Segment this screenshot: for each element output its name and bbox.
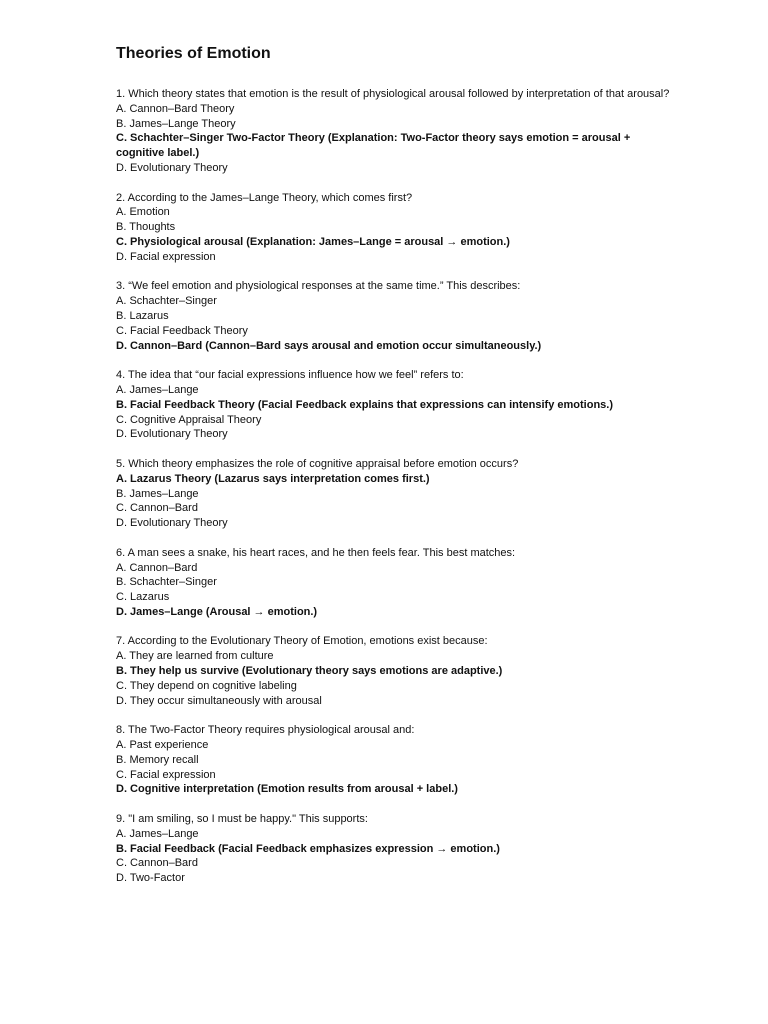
question-3 xyxy=(116,279,676,353)
question-text: 2. According to the James–Lange Theory, which comes first? xyxy=(116,191,413,204)
answer-option-correct: D. James–Lange (Arousal → emotion.) xyxy=(116,605,318,618)
answer-option: C. Cognitive Appraisal Theory xyxy=(116,413,262,426)
answer-option: D. Evolutionary Theory xyxy=(116,161,228,174)
answer-option: A. They are learned from culture xyxy=(116,650,274,663)
answer-option: B. Schachter–Singer xyxy=(116,576,217,589)
question-2 xyxy=(116,191,676,265)
answer-option: C. Cannon–Bard xyxy=(116,502,198,515)
answer-option: A. James–Lange xyxy=(116,383,199,396)
answer-option: A. Cannon–Bard xyxy=(116,561,198,574)
question-4 xyxy=(116,368,676,442)
question-1 xyxy=(116,87,676,176)
answer-option: B. James–Lange xyxy=(116,487,199,500)
document-title: Theories of Emotion xyxy=(116,45,271,62)
answer-option: A. Schachter–Singer xyxy=(116,295,217,308)
answer-option: C. Facial Feedback Theory xyxy=(116,324,248,337)
question-8 xyxy=(116,723,676,797)
answer-option-correct: D. Cannon–Bard (Cannon–Bard says arousal and emotion occur simultaneously.) xyxy=(116,339,542,352)
answer-option: A. Emotion xyxy=(116,206,170,219)
answer-option: B. Memory recall xyxy=(116,753,199,766)
question-text: 3. “We feel emotion and physiological responses at the same time.” This describes: xyxy=(116,280,521,293)
answer-option: C. Facial expression xyxy=(116,768,216,781)
answer-option: B. James–Lange Theory xyxy=(116,117,236,130)
answer-option: C. Lazarus xyxy=(116,591,170,604)
answer-option: A. Cannon–Bard Theory xyxy=(116,102,235,115)
question-text: 4. The idea that “our facial expressions influence how we feel” refers to: xyxy=(116,369,464,382)
answer-option-correct: A. Lazarus Theory (Lazarus says interpretation comes first.) xyxy=(116,472,430,485)
answer-option-correct: C. Physiological arousal (Explanation: James–Lange = arousal → emotion.) xyxy=(116,235,510,248)
answer-option-correct: B. Facial Feedback Theory (Facial Feedback explains that expressions can intensify emotions.) xyxy=(116,398,613,411)
question-text: 8. The Two-Factor Theory requires physiological arousal and: xyxy=(116,724,415,737)
question-text: 7. According to the Evolutionary Theory of Emotion, emotions exist because: xyxy=(116,635,488,648)
answer-option: B. Thoughts xyxy=(116,221,176,234)
answer-option: D. They occur simultaneously with arousal xyxy=(116,694,322,707)
answer-option-correct: C. Schachter–Singer Two-Factor Theory (Explanation: Two-Factor theory says emotion = arousal + cognitive label.) xyxy=(116,132,631,160)
question-9 xyxy=(116,812,676,886)
answer-option: B. Lazarus xyxy=(116,309,169,322)
answer-option: D. Evolutionary Theory xyxy=(116,428,228,441)
question-text: 5. Which theory emphasizes the role of cognitive appraisal before emotion occurs? xyxy=(116,457,519,470)
answer-option-correct: B. They help us survive (Evolutionary theory says emotions are adaptive.) xyxy=(116,665,503,678)
question-text: 1. Which theory states that emotion is the result of physiological arousal followed by interpretation of that arousal? xyxy=(116,88,670,100)
question-6 xyxy=(116,546,676,620)
question-text: 6. A man sees a snake, his heart races, and he then feels fear. This best matches: xyxy=(116,546,516,559)
answer-option-correct: B. Facial Feedback (Facial Feedback emphasizes expression → emotion.) xyxy=(116,842,500,855)
answer-option-correct: D. Cognitive interpretation (Emotion results from arousal + label.) xyxy=(116,783,458,796)
answer-option: D. Two-Factor xyxy=(116,872,185,885)
question-list xyxy=(116,87,676,886)
question-7 xyxy=(116,634,676,708)
question-5 xyxy=(116,457,676,531)
answer-option: A. James–Lange xyxy=(116,827,199,840)
answer-option: C. They depend on cognitive labeling xyxy=(116,679,297,692)
answer-option: C. Cannon–Bard xyxy=(116,857,198,870)
answer-option: D. Facial expression xyxy=(116,250,216,263)
document-page xyxy=(116,44,676,901)
question-text: 9. "I am smiling, so I must be happy." This supports: xyxy=(116,813,368,826)
answer-option: D. Evolutionary Theory xyxy=(116,517,228,530)
answer-option: A. Past experience xyxy=(116,739,209,752)
